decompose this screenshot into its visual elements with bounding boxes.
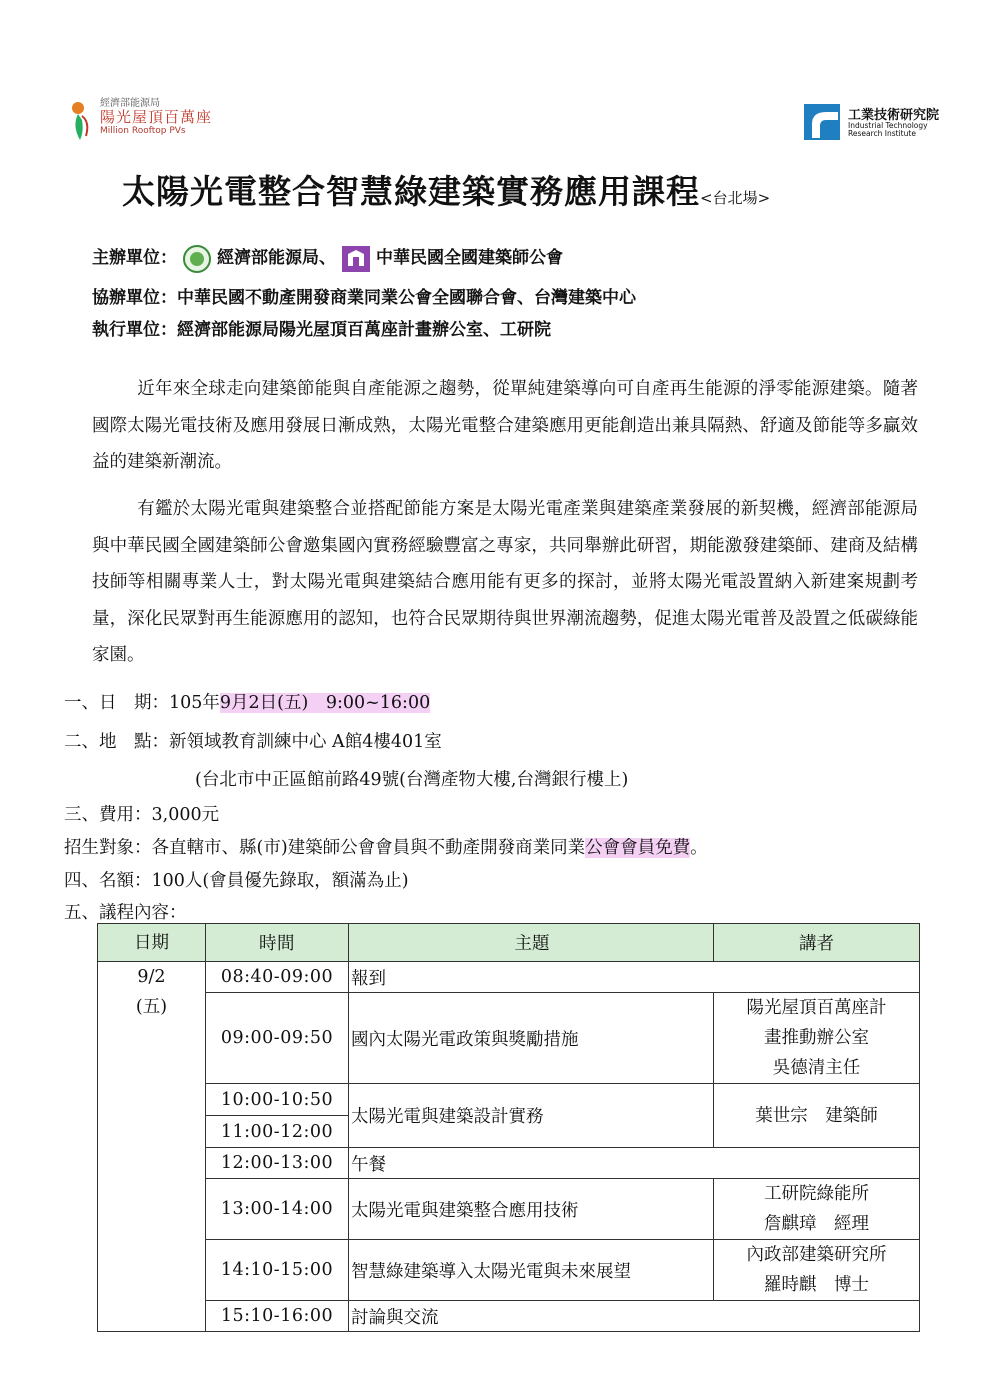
date-cell: 9/2 (五) bbox=[98, 962, 206, 1332]
co-label: 協辦單位： bbox=[92, 288, 177, 308]
host-1: 經濟部能源局、 bbox=[217, 248, 336, 268]
table-row bbox=[98, 962, 920, 993]
sun-figure-icon bbox=[68, 96, 96, 148]
million-rooftop-logo bbox=[68, 92, 228, 152]
itri-mark-icon bbox=[804, 104, 840, 140]
fee-value: 3,000元 bbox=[151, 805, 220, 825]
topic-cell: 午餐 bbox=[349, 1148, 920, 1179]
table-row bbox=[98, 1148, 920, 1179]
table-row bbox=[98, 1084, 920, 1116]
logo-line-3: Million Rooftop PVs bbox=[100, 126, 186, 136]
time-cell: 11:00-12:00 bbox=[206, 1116, 349, 1148]
table-row bbox=[98, 1240, 920, 1301]
quota-value: 100人(會員優先錄取，額滿為止) bbox=[151, 871, 409, 891]
date-value: 9月2日(五) 9:00~16:00 bbox=[219, 693, 431, 713]
topic-cell: 報到 bbox=[349, 962, 920, 993]
itri-name: 工業技術研究院 bbox=[848, 108, 940, 123]
target-label: 招生對象： bbox=[64, 838, 152, 858]
table-row bbox=[98, 993, 920, 1084]
place-value: 新領域教育訓練中心 A館4樓401室 bbox=[169, 732, 442, 752]
target-line: 招生對象：各直轄市、縣(市)建築師公會會員與不動產開發商業同業公會會員免費。 bbox=[64, 838, 708, 858]
fee-line bbox=[64, 801, 219, 826]
time-cell: 09:00-09:50 bbox=[206, 993, 349, 1084]
date-line bbox=[64, 689, 430, 714]
target-free: 公會會員免費 bbox=[585, 838, 691, 858]
speaker-cell: 陽光屋頂百萬座計 畫推動辦公室 吳德清主任 bbox=[714, 993, 920, 1084]
itri-logo bbox=[804, 102, 964, 142]
speaker-cell: 工研院綠能所 詹麒璋 經理 bbox=[714, 1179, 920, 1240]
host-label: 主辦單位： bbox=[92, 248, 177, 268]
co-organizers bbox=[92, 283, 636, 308]
executing-units bbox=[92, 315, 551, 340]
quota-line bbox=[64, 867, 409, 892]
host-2: 中華民國全國建築師公會 bbox=[376, 248, 563, 268]
quota-label: 四、名額： bbox=[64, 871, 152, 891]
address-line: (台北市中正區館前路49號(台灣產物大樓,台灣銀行樓上) bbox=[195, 770, 629, 790]
topic-cell: 太陽光電與建築設計實務 bbox=[349, 1084, 714, 1148]
topic-cell: 太陽光電與建築整合應用技術 bbox=[349, 1179, 714, 1240]
host-units bbox=[92, 243, 563, 274]
schedule-table bbox=[97, 923, 920, 1332]
speaker-cell: 內政部建築研究所 羅時麒 博士 bbox=[714, 1240, 920, 1301]
co-value: 中華民國不動產開發商業同業公會全國聯合會、台灣建築中心 bbox=[177, 288, 636, 308]
itri-english: Industrial Technology Research Institute bbox=[848, 121, 928, 138]
time-cell: 15:10-16:00 bbox=[206, 1301, 349, 1332]
topic-cell: 國內太陽光電政策與獎勵措施 bbox=[349, 993, 714, 1084]
date-year: 105年 bbox=[169, 693, 220, 713]
energy-bureau-emblem-icon bbox=[181, 244, 213, 274]
fee-label: 三、費用： bbox=[64, 805, 152, 825]
topic-cell: 討論與交流 bbox=[349, 1301, 920, 1332]
topic-cell: 智慧綠建築導入太陽光電與未來展望 bbox=[349, 1240, 714, 1301]
header-date: 日期 bbox=[98, 924, 206, 962]
header-time: 時間 bbox=[206, 924, 349, 962]
target-value: 各直轄市、縣(市)建築師公會會員與不動產開發商業同業 bbox=[151, 838, 586, 858]
schedule-header-row bbox=[98, 924, 920, 962]
logo-line-2: 陽光屋頂百萬座 bbox=[100, 108, 213, 126]
date-label: 一、日 期： bbox=[64, 693, 169, 713]
title-main: 太陽光電整合智慧綠建築實務應用課程 bbox=[122, 172, 700, 211]
page-title bbox=[122, 166, 770, 213]
architects-association-emblem-icon bbox=[340, 244, 372, 274]
time-cell: 10:00-10:50 bbox=[206, 1084, 349, 1116]
exec-value: 經濟部能源局陽光屋頂百萬座計畫辦公室、工研院 bbox=[177, 320, 551, 340]
agenda-label: 五、議程內容： bbox=[64, 903, 187, 923]
time-cell: 14:10-15:00 bbox=[206, 1240, 349, 1301]
intro-paragraph-1: 近年來全球走向建築節能與自產能源之趨勢，從單純建築導向可自產再生能源的淨零能源建築。隨著國際太陽光電技術及應用發展日漸成熟，太陽光電整合建築應用更能創造出兼具隔熱、舒適及節能等多贏效益的建築新潮流。 bbox=[92, 379, 918, 472]
time-cell: 13:00-14:00 bbox=[206, 1179, 349, 1240]
header-topic: 主題 bbox=[349, 924, 714, 962]
speaker-cell: 葉世宗 建築師 bbox=[714, 1084, 920, 1148]
table-row bbox=[98, 1179, 920, 1240]
intro-paragraph-2: 有鑑於太陽光電與建築整合並搭配節能方案是太陽光電產業與建築產業發展的新契機，經濟部能源局與中華民國全國建築師公會邀集國內實務經驗豐富之專家，共同舉辦此研習，期能激發建築師、建商及結構技師等相關專業人士，對太陽光電與建築結合應用能有更多的探討，並將太陽光電設置納入新建案規劃考量，深化民眾對再生能源應用的認知，也符合民眾期待與世界潮流趨勢，促進太陽光電普及設置之低碳綠能家園。 bbox=[92, 499, 918, 665]
place-line bbox=[64, 728, 442, 753]
table-row bbox=[98, 1301, 920, 1332]
time-cell: 08:40-09:00 bbox=[206, 962, 349, 993]
place-label: 二、地 點： bbox=[64, 732, 169, 752]
exec-label: 執行單位： bbox=[92, 320, 177, 340]
logo-line-1: 經濟部能源局 bbox=[100, 98, 160, 109]
header-speaker: 講者 bbox=[714, 924, 920, 962]
title-sub: <台北場> bbox=[700, 189, 771, 207]
time-cell: 12:00-13:00 bbox=[206, 1148, 349, 1179]
